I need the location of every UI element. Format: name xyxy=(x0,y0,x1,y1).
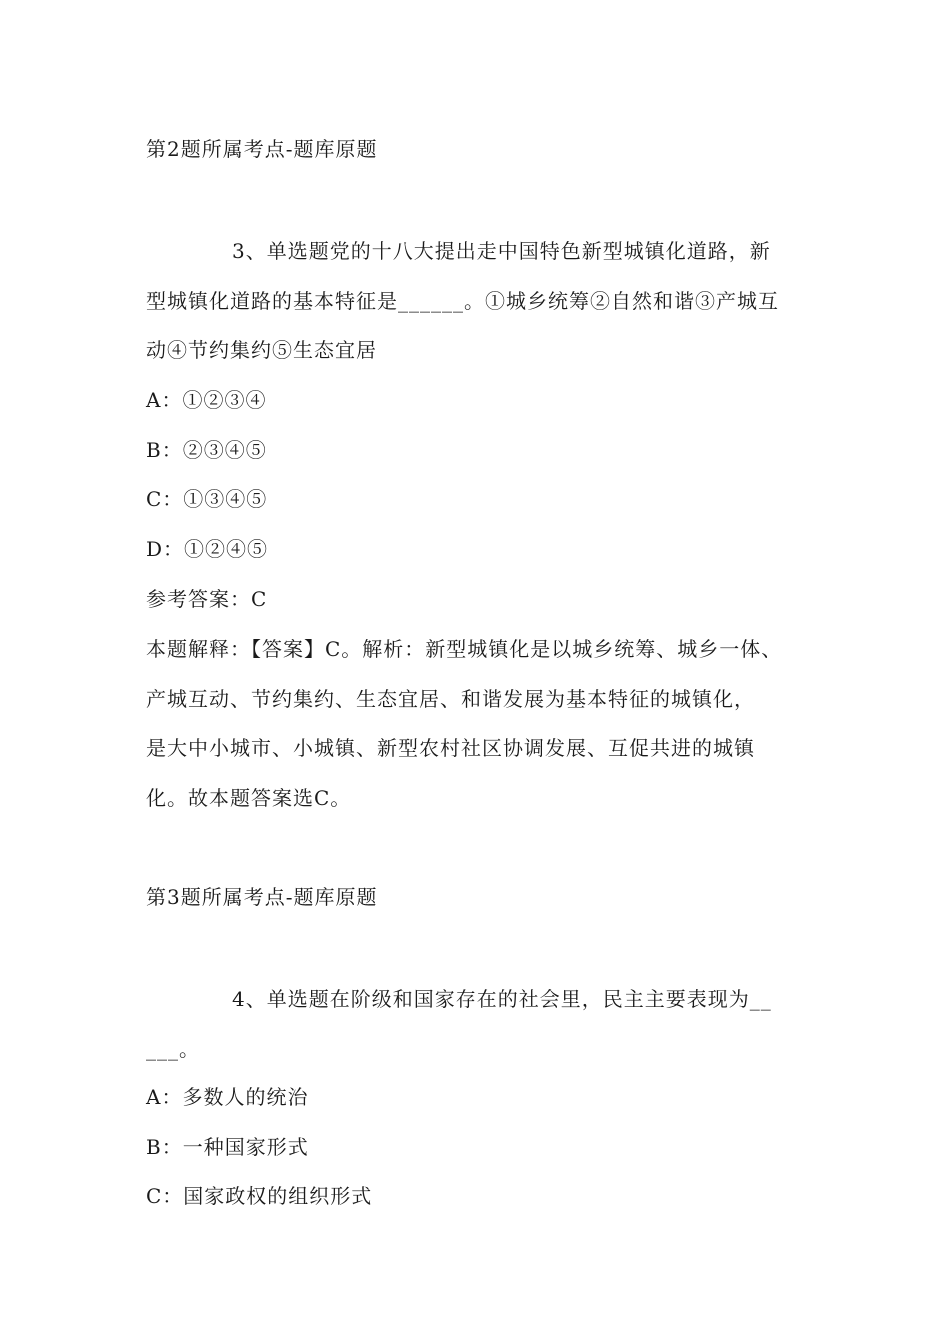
question-3-option-b: B：②③④⑤ xyxy=(146,438,267,462)
question-3-answer: 参考答案：C xyxy=(146,587,268,611)
question-3-explanation-line-4: 化。故本题答案选C。 xyxy=(146,786,352,810)
question-4-line-1: 4、单选题在阶级和国家存在的社会里，民主主要表现为__ xyxy=(232,987,772,1011)
question-3-explanation-line-1: 本题解释：【答案】C。解析：新型城镇化是以城乡统筹、城乡一体、 xyxy=(146,637,783,661)
question-4-line-2: ___。 xyxy=(146,1037,200,1061)
question-3-option-a: A：①②③④ xyxy=(146,388,267,412)
question-3-line-3: 动④节约集约⑤生态宜居 xyxy=(146,338,377,362)
question-4-option-c: C：国家政权的组织形式 xyxy=(146,1184,373,1208)
source-label-q3: 第3题所属考点-题库原题 xyxy=(146,885,378,909)
question-4-option-a: A：多数人的统治 xyxy=(146,1085,309,1109)
question-3-line-2: 型城镇化道路的基本特征是______。①城乡统筹②自然和谐③产城互 xyxy=(146,289,779,313)
question-3-explanation-line-3: 是大中小城市、小城镇、新型农村社区协调发展、互促共进的城镇 xyxy=(146,736,755,760)
question-3-option-c: C：①③④⑤ xyxy=(146,487,268,511)
source-label-q2: 第2题所属考点-题库原题 xyxy=(146,137,378,161)
question-3-explanation-line-2: 产城互动、节约集约、生态宜居、和谐发展为基本特征的城镇化， xyxy=(146,687,755,711)
question-4-option-b: B：一种国家形式 xyxy=(146,1135,309,1159)
question-3-line-1: 3、单选题党的十八大提出走中国特色新型城镇化道路，新 xyxy=(232,239,771,263)
question-3-option-d: D：①②④⑤ xyxy=(146,537,269,561)
